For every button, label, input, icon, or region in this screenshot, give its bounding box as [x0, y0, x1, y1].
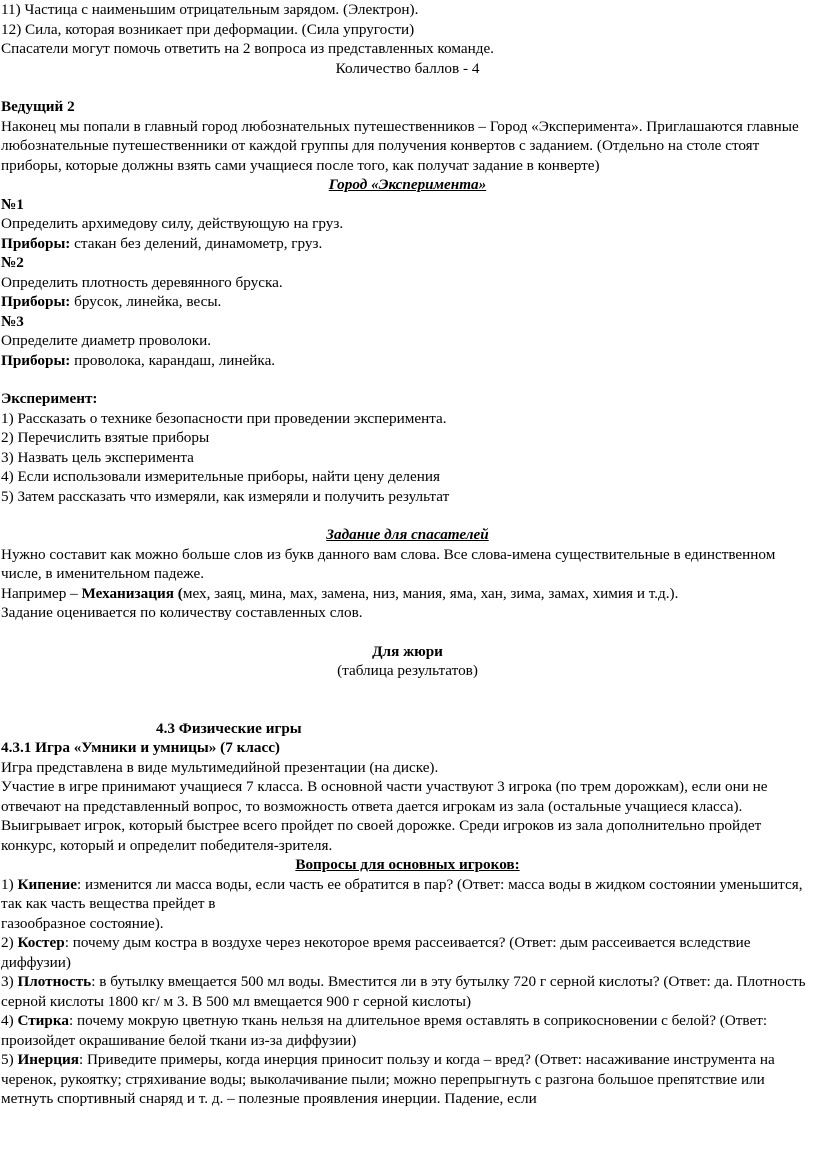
- host2-text: Наконец мы попали в главный город любознательных путешественников – Город «Эксперимента». Приглашаются главные любознательные путешественники от каждой группы для получения конвертов с заданием. (Отдельно на столе стоят приборы, которые должны взять сами учащиеся после того, как получат задание в конверте): [1, 117, 799, 174]
- task-text: Определить архимедову силу, действующую на груз.: [1, 215, 344, 232]
- question-term: Кипение: [17, 875, 77, 893]
- task-tools: [1, 351, 814, 371]
- quiz-item-12: 12) Сила, которая возникает при деформации. (Сила упругости): [1, 20, 415, 38]
- section-heading: 4.3 Физические игры: [156, 719, 302, 737]
- question-term: Инерция: [17, 1051, 79, 1068]
- question-item: 1) Кипение: изменится ли масса воды, если часть ее обратится в пар? (Ответ: масса воды в жидком состоянии уменьшится, так как часть вещества прейдет в: [1, 875, 803, 912]
- subsection-heading: 4.3.1 Игра «Умники и умницы» (7 класс): [1, 739, 280, 756]
- task-number: №3: [1, 312, 24, 330]
- city-heading: Город «Эксперимента»: [328, 176, 487, 193]
- jury-title: Для жюри: [372, 642, 443, 660]
- task-tools: [1, 292, 814, 312]
- task-text: Определить плотность деревянного бруска.: [1, 273, 283, 291]
- tools-label: Приборы:: [1, 234, 71, 252]
- questions-heading: Вопросы для основных игроков:: [295, 856, 520, 873]
- game-rules: Участие в игре принимают учащиеся 7 класса. В основной части участвуют 3 игрока (по трем дорожкам), если они не отвечают на представленный вопрос, то возможность ответа дается игрокам из зала (остальные учащиеся класса). Выигрывает игрок, который быстрее всего пройдет по своей дорожке. Среди игроков из зала дополнительно пройдет конкурс, который и определит победителя-зрителя.: [1, 778, 768, 854]
- question-item: 5) Инерция: Приведите примеры, когда инерция приносит пользу и когда – вред? (Ответ: насаживание инструмента на черенок, рукоятку; стряхивание воды; выколачивание пыли; можно перепрыгнуть с разгона большое препятствие или метнуть спортивный снаряд и т. д. – полезные проявления инерции. Падение, если: [1, 1051, 775, 1107]
- rescue-text: Нужно составит как можно больше слов из букв данного вам слова. Все слова-имена существительные в единственном числе, в именительном падеже.: [1, 545, 776, 582]
- tools-list: стакан без делений, динамометр, груз.: [70, 234, 323, 252]
- quiz-item-11: 11) Частица с наименьшим отрицательным зарядом. (Электрон).: [1, 1, 419, 18]
- rescue-example: [1, 584, 814, 604]
- game-intro: Игра представлена в виде мультимедийной презентации (на диске).: [1, 758, 439, 776]
- experiment-step: 1) Рассказать о технике безопасности при проведении эксперимента.: [1, 409, 447, 427]
- tools-label: Приборы:: [1, 293, 71, 310]
- example-prefix: Например –: [1, 584, 82, 602]
- example-word: Механизация (: [81, 584, 183, 602]
- task-number: №2: [1, 254, 24, 271]
- tools-label: Приборы:: [1, 351, 71, 369]
- question-item-continued: газообразное состояние).: [1, 914, 164, 932]
- tools-list: брусок, линейка, весы.: [70, 293, 222, 310]
- host2-title: Ведущий 2: [1, 98, 75, 115]
- experiment-step: 3) Назвать цель эксперимента: [1, 448, 194, 466]
- score-line: Количество баллов - 4: [335, 59, 480, 77]
- example-words: мех, заяц, мина, мах, замена, низ, мания, яма, хан, зима, замах, химия и т.д.).: [182, 584, 679, 602]
- task-number: №1: [1, 195, 24, 213]
- experiment-step: 5) Затем рассказать что измеряли, как измеряли и получить результат: [1, 487, 450, 505]
- question-item: 4) Стирка: почему мокрую цветную ткань нельзя на длительное время оставлять в соприкосновении с белой? (Ответ: произойдет окрашивание белой ткани из-за диффузии): [1, 1012, 768, 1049]
- jury-subtitle: (таблица результатов): [337, 662, 478, 679]
- task-tools: [1, 234, 814, 254]
- question-item: 2) Костер: почему дым костра в воздухе через некоторое время рассеивается? (Ответ: дым рассеивается вследствие диффузии): [1, 934, 751, 971]
- task-text: Определите диаметр проволоки.: [1, 332, 211, 349]
- experiment-step: 2) Перечислить взятые приборы: [1, 429, 210, 446]
- question-term: Костер: [17, 934, 65, 951]
- rescuers-note: Спасатели могут помочь ответить на 2 вопроса из представленных команде.: [1, 40, 494, 57]
- question-item: 3) Плотность: в бутылку вмещается 500 мл воды. Вместится ли в эту бутылку 720 г серной кислоты? (Ответ: да. Плотность серной кислоты 1800 кг/ м 3. В 500 мл вмещается 900 г серной кислоты): [1, 973, 806, 1010]
- experiment-step: 4) Если использовали измерительные приборы, найти цену деления: [1, 468, 440, 485]
- question-term: Стирка: [17, 1012, 69, 1029]
- question-term: Плотность: [17, 973, 92, 990]
- rescue-scoring: Задание оценивается по количеству составленных слов.: [1, 604, 363, 621]
- experiment-title: Эксперимент:: [1, 390, 98, 407]
- tools-list: проволока, карандаш, линейка.: [70, 351, 276, 369]
- rescue-heading: Задание для спасателей: [326, 526, 489, 543]
